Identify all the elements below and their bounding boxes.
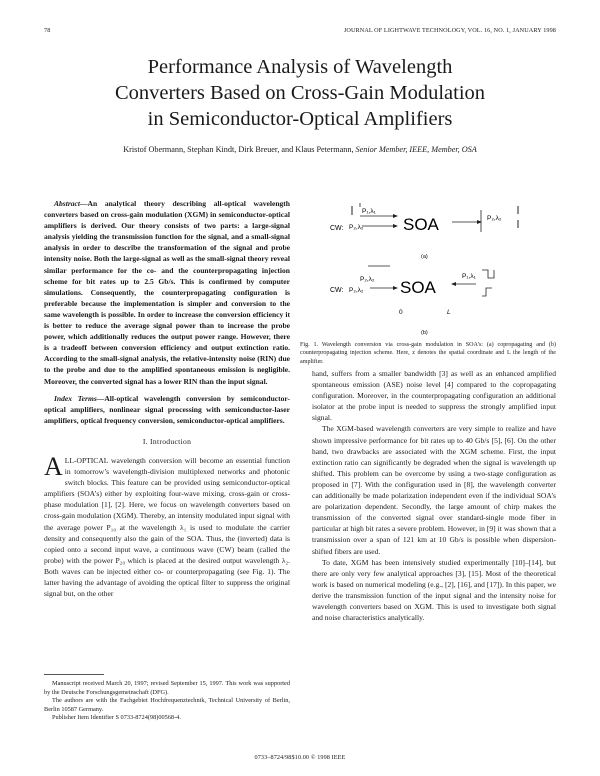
figure-caption: Fig. 1. Wavelength conversion via cross-gain modulation in SOA’s: (a) copropagating and (b) counterpropagating injection scheme. Here, z denotes the spatial coordinate and L the length of the amplifier. bbox=[300, 342, 556, 365]
z0-label: 0 bbox=[399, 309, 403, 316]
panel-b-label: (b) bbox=[421, 330, 428, 336]
author-membership: Senior Member, IEEE, Member, OSA bbox=[355, 145, 477, 154]
index-terms-text: All-optical wavelength conversion by semiconductor-optical amplifiers, nonlinear signal processing with semiconductor-laser amplifiers, optical frequency conversion, semiconductor-optical amplifiers. bbox=[44, 393, 290, 425]
right-paragraph-1: hand, suffers from a smaller bandwidth [3] as well as an enhanced amplified spontaneous emission (ASE) noise level [4] compared to the copropagating configuration. Moreover, in the counterpropagating configuration an additional isolator at the probe input is needed to suppress the strongly amplified input signal. bbox=[312, 369, 556, 423]
panel-b-diagram bbox=[330, 266, 494, 316]
title-line-2: Converters Based on Cross-Gain Modulation bbox=[114, 82, 486, 104]
panel-a-label: (a) bbox=[421, 254, 428, 260]
footnotes bbox=[44, 680, 290, 723]
copyright-footer: 0733–8724/98$10.00 © 1998 IEEE bbox=[254, 754, 346, 761]
signal-arrow-head-b bbox=[451, 282, 456, 286]
abstract-label: Abstract— bbox=[54, 199, 88, 208]
output-pulse-b bbox=[482, 288, 492, 296]
probe-arrow-head bbox=[393, 224, 398, 228]
probe-power-label: P₂,λ₂ bbox=[349, 224, 364, 231]
signal-power-label: P₁,λ₁ bbox=[362, 208, 376, 215]
soa-a-label: SOA bbox=[403, 215, 439, 234]
author-line bbox=[0, 145, 600, 154]
section-heading: I. Introduction bbox=[142, 436, 192, 446]
cw-label-b: CW: bbox=[330, 287, 344, 294]
title-line-1: Performance Analysis of Wavelength bbox=[147, 56, 453, 78]
signal-arrow-head bbox=[393, 214, 398, 218]
soa-b-label: SOA bbox=[400, 278, 436, 297]
figure-1 bbox=[300, 198, 556, 340]
signal-power-label-b: P₁,λ₁ bbox=[462, 273, 476, 280]
footnote-rule bbox=[44, 674, 104, 675]
right-column bbox=[312, 368, 556, 623]
journal-header: JOURNAL OF LIGHTWAVE TECHNOLOGY, VOL. 16, NO. 1, JANUARY 1998 bbox=[343, 27, 556, 34]
input-pulse-b bbox=[482, 270, 494, 278]
right-paragraph-3: To date, XGM has been intensively studied experimentally [10]–[14], but there are only very few analytical approaches [3], [15]. Most of the theoretical work is based on numerical modeling (e.g., [2], [16], and [17]). In this paper, we derive the transmission function of the input signal and the intensity noise for wavelength converters based on XGM. This is used to investigate both signal and noise characteristics analytically. bbox=[312, 557, 556, 623]
left-column bbox=[44, 198, 290, 599]
right-paragraph-2: The XGM-based wavelength converters are very simple to realize and have shown impressive performance for bit rates up to 40 Gb/s [5], [6]. On the other hand, two drawbacks are associated with the XGM scheme. First, the input extinction ratio can significantly be degraded when the signal is wavelength up shifted. This problem can be overcome by using a two-stage configuration as proposed in [7]. With the configuration used in [8], the wavelength converter can additionally be made polarization independent even if the individual SOA’s are polarization dependent. Secondly, the large amount of chirp makes the transmission of the converted signal over standard-single mode fiber in particular at high bit rates a severe problem. However, in [9] it was shown that a transmission over a span of 121 km at 10 Gb/s is possible when dispersion-shifted fibers are used. bbox=[312, 424, 556, 556]
panel-a-diagram bbox=[330, 203, 518, 234]
probe-arrow-head-b bbox=[393, 286, 398, 290]
index-terms-label: Index Terms— bbox=[54, 393, 105, 403]
author-names: Kristof Obermann, Stephan Kindt, Dirk Breuer, and Klaus Petermann, bbox=[123, 145, 354, 154]
abstract-text: An analytical theory describing all-optical wavelength converters based on cross-gain modulation (XGM) in semiconductor-optical amplifiers is derived. Our theory consists of two parts: a large-signal analysis yielding the transmission function for the signal, and a small-signal analysis in order to describe the transformation of the signal and probe intensity noise. Both the large-signal as well as the small-signal theory reveal similar performance for the co- and the counterpropagating injection scheme for bit rates up to 2.5 Gb/s. This is confirmed by computer simulations. Consequently, the counterpropagating configuration is preferable because the implementation is simpler and conversion to the same wavelength is possible. In order to increase the conversion efficiency it is better to reduce the average signal power than to increase the probe power, which additionally reduces the output power range. However, there is a tradeoff between conversion efficiency and output extinction ratio. According to the small-signal analysis, the relative-intensity noise (RIN) due to the probe and due to the amplified spontaneous emission is negligible. Moreover, the converted signal has a lower RIN than the input signal. bbox=[44, 199, 290, 386]
probe-power-label-b: P₂,λ₂ bbox=[349, 287, 364, 294]
index-terms bbox=[44, 393, 290, 426]
output-power-label: P₂,λ₂ bbox=[487, 215, 502, 222]
output-label-b: P₂,λ₂ bbox=[360, 276, 375, 283]
footnote-pii: Publisher Item Identifier S 0733-8724(98)00568-4. bbox=[52, 714, 181, 722]
page-number: 78 bbox=[44, 27, 51, 34]
title-line-3: in Semiconductor-Optical Amplifiers bbox=[147, 108, 453, 130]
cw-label: CW: bbox=[330, 225, 344, 232]
footnote-received: Manuscript received March 20, 1997; revised September 15, 1997. This work was supported by the Deutsche Forschungsgemeinschaft (DFG). bbox=[44, 680, 290, 696]
intro-paragraph bbox=[44, 451, 290, 599]
paper-title bbox=[0, 54, 600, 132]
intro-text: LL-OPTICAL wavelength conversion will become an essential function in tomorrow’s wavelength-division multiplexed networks and photonic switch blocks. This feature can be provided using semiconductor-optical amplifiers (SOA’s) either by exploiting four-wave mixing, cross-gain or cross-phase modulation [1], [2]. Here, we focus on wavelength converters based on cross-gain modulation (XGM). Thereby, an intensity modulated input signal with the average power P₁₀ at the wavelength λ₁ is used to modulate the carrier density and consequently also the gain of the SOA. Thus, the (inverted) data is copied onto a second input wave, a continuous wave (CW) beam (called the probe) with the power P₂₀ which is placed at the desired output wavelength λ₂. Both waves can be injected either co- or counterpropagating (see Fig. 1). The latter having the advantage of avoiding the optical filter to suppress the original signal but, on the other bbox=[44, 455, 290, 599]
drop-cap: A bbox=[44, 451, 63, 481]
abstract bbox=[44, 198, 290, 387]
footnote-affiliation: The authors are with the Fachgebiet Hochfrequenztechnik, Technical University of Berlin, Berlin 10587 Germany. bbox=[44, 697, 290, 713]
length-label: L bbox=[447, 309, 451, 316]
